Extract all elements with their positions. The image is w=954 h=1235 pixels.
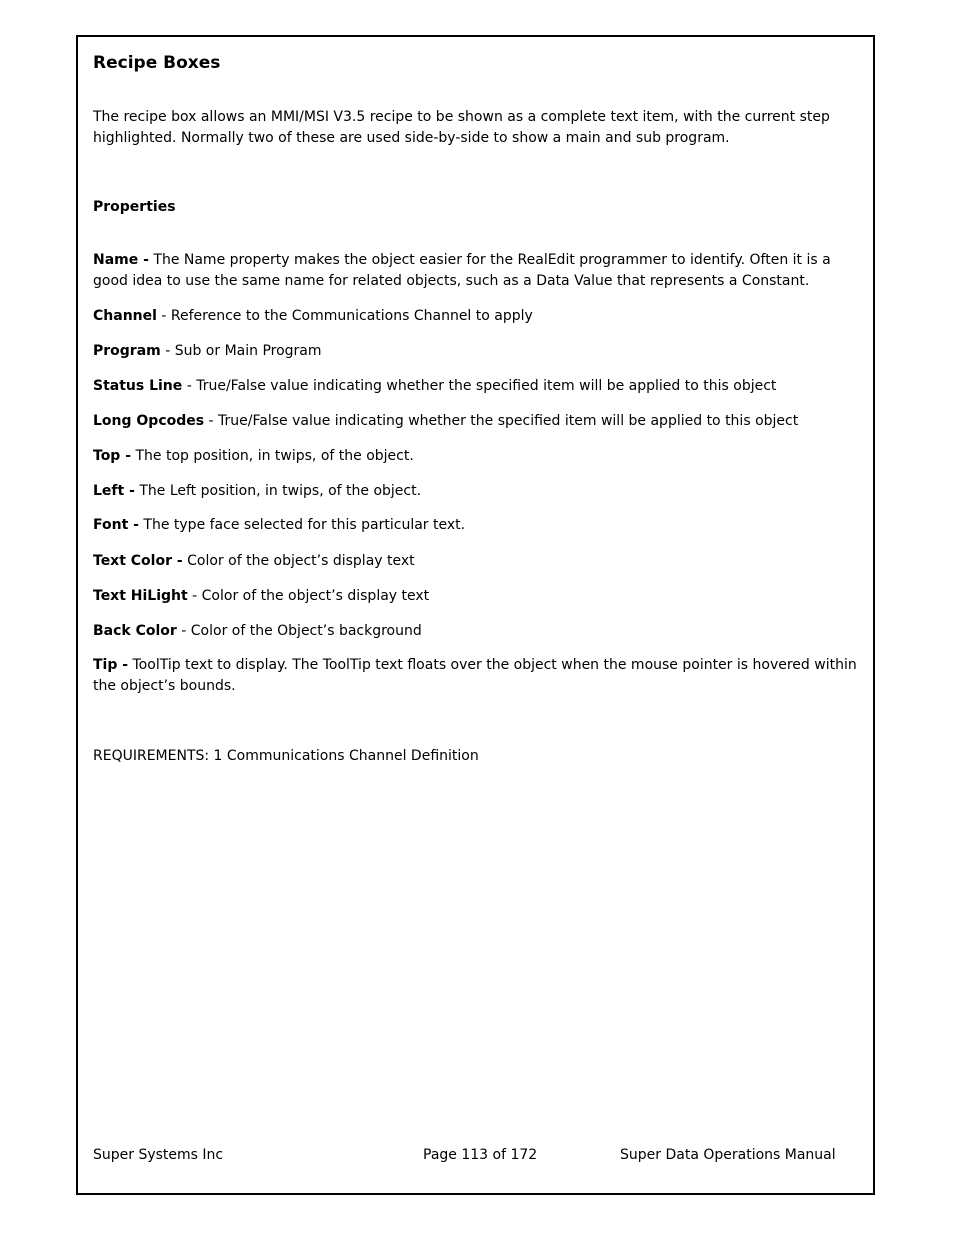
property-name (93, 250, 863, 292)
property-description: The top position, in twips, of the object. (131, 448, 414, 464)
properties-heading: Properties (93, 199, 176, 215)
property-description: - Color of the object’s display text (187, 588, 430, 604)
property-label: Program (93, 343, 161, 359)
property-description: Color of the object’s display text (182, 553, 415, 569)
property-description: The Left position, in twips, of the object. (134, 483, 422, 499)
property-label: Text HiLight (93, 588, 188, 604)
property-top (93, 446, 863, 467)
footer-page-number: Page 113 of 172 (423, 1147, 538, 1163)
property-label: Top - (93, 448, 132, 464)
property-description: - Sub or Main Program (160, 343, 322, 359)
requirements-text: REQUIREMENTS: 1 Communications Channel Definition (93, 748, 479, 764)
property-description: - Reference to the Communications Channel to apply (156, 308, 533, 324)
page-title: Recipe Boxes (93, 53, 221, 73)
footer-company: Super Systems Inc (93, 1147, 224, 1163)
property-back-color (93, 621, 863, 642)
property-left (93, 481, 863, 502)
property-font (93, 515, 863, 536)
property-description: ToolTip text to display. The ToolTip text floats over the object when the mouse pointer is hovered within the object’s bounds. (93, 657, 857, 694)
property-label: Back Color (93, 623, 177, 639)
property-status-line (93, 376, 863, 397)
property-label: Left - (93, 483, 135, 499)
property-long-opcodes (93, 411, 863, 432)
property-label: Tip - (93, 657, 129, 673)
property-channel (93, 306, 863, 327)
property-tip (93, 655, 863, 697)
property-label: Text Color - (93, 553, 183, 569)
footer-manual-title: Super Data Operations Manual (620, 1147, 836, 1163)
property-label: Channel (93, 308, 157, 324)
intro-paragraph: The recipe box allows an MMI/MSI V3.5 recipe to be shown as a complete text item, with the current step highlighted. Normally two of these are used side-by-side to show a main and sub program. (93, 109, 830, 146)
property-description: - True/False value indicating whether the specified item will be applied to this object (204, 413, 799, 429)
property-text-color (93, 551, 863, 572)
property-description: The Name property makes the object easier for the RealEdit programmer to identify. Often it is a good idea to use the same name for related objects, such as a Data Value that represents a Constant. (93, 252, 831, 289)
property-label: Name - (93, 252, 149, 268)
property-description: - True/False value indicating whether the specified item will be applied to this object (182, 378, 777, 394)
property-label: Status Line (93, 378, 183, 394)
property-program (93, 341, 863, 362)
property-text-hilight (93, 586, 863, 607)
property-description: - Color of the Object’s background (176, 623, 422, 639)
property-label: Long Opcodes (93, 413, 205, 429)
property-description: The type face selected for this particular text. (138, 517, 466, 533)
property-label: Font - (93, 517, 139, 533)
